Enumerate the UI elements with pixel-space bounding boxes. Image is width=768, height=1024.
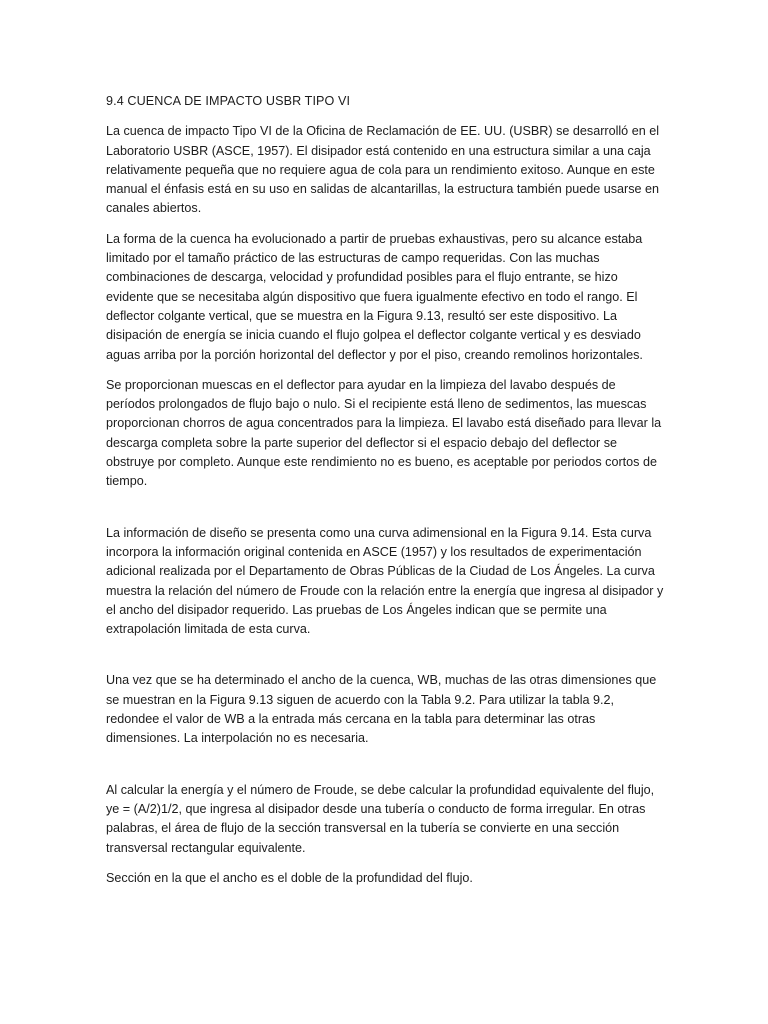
paragraph-intro: La cuenca de impacto Tipo VI de la Oficina de Reclamación de EE. UU. (USBR) se desarrolló en el Laboratorio USBR (ASCE, 1957). El disipador está contenido en una estructura similar a una caja relativamente pequeña que no requiere agua de cola para un rendimiento exitoso. Aunque en este manual el énfasis está en su uso en salidas de alcantarillas, la estructura también puede usarse en canales abiertos.	[106, 124, 660, 216]
paragraph-design-info: La información de diseño se presenta como una curva adimensional en la Figura 9.14. Esta curva incorpora la información original contenida en ASCE (1957) y los resultados de experimentación adicional realizada por el Departamento de Obras Públicas de la Ciudad de Los Ángeles. La curva muestra la relación del número de Froude con la relación entre la energía que ingresa al disipador y el ancho del disipador requerido. Las pruebas de Los Ángeles indican que se permite una extrapolación limitada de esta curva.	[106, 525, 664, 637]
document-page	[106, 92, 666, 899]
paragraph-section-note: Sección en la que el ancho es el doble de la profundidad del flujo.	[106, 870, 473, 885]
paragraph-basin-shape: La forma de la cuenca ha evolucionado a partir de pruebas exhaustivas, pero su alcance estaba limitado por el tamaño práctico de las estructuras de campo requeridas. Con las muchas combinaciones de descarga, velocidad y profundidad posibles para el flujo entrante, se hizo evidente que se necesitaba algún dispositivo que fuera igualmente efectivo en todo el rango. El deflector colgante vertical, que se muestra en la Figura 9.13, resultó ser este dispositivo. La disipación de energía se inicia cuando el flujo golpea el deflector colgante vertical y es desviado aguas arriba por la porción horizontal del deflector y por el piso, creando remolinos horizontales.	[106, 231, 643, 362]
paragraph-notches: Se proporcionan muescas en el deflector para ayudar en la limpieza del lavabo después de períodos prolongados de flujo bajo o nulo. Si el recipiente está lleno de sedimentos, las muescas proporcionan chorros de agua concentrados para la limpieza. El lavabo está diseñado para llevar la descarga completa sobre la parte superior del deflector si el espacio debajo del deflector se obstruye por completo. Aunque este rendimiento no es bueno, es aceptable por periodos cortos de tiempo.	[106, 377, 662, 489]
section-heading: 9.4 CUENCA DE IMPACTO USBR TIPO VI	[106, 94, 351, 108]
paragraph-equivalent-depth: Al calcular la energía y el número de Froude, se debe calcular la profundidad equivalente del flujo, ye = (A/2)1/2, que ingresa al disipador desde una tubería o conducto de forma irregular. En otras palabras, el área de flujo de la sección transversal en la tubería se convierte en una sección transversal rectangular equivalente.	[106, 782, 655, 855]
paragraph-basin-width: Una vez que se ha determinado el ancho de la cuenca, WB, muchas de las otras dimensiones que se muestran en la Figura 9.13 siguen de acuerdo con la Tabla 9.2. Para utilizar la tabla 9.2, redondee el valor de WB a la entrada más cercana en la tabla para determinar las otras dimensiones. La interpolación no es necesaria.	[106, 673, 657, 746]
